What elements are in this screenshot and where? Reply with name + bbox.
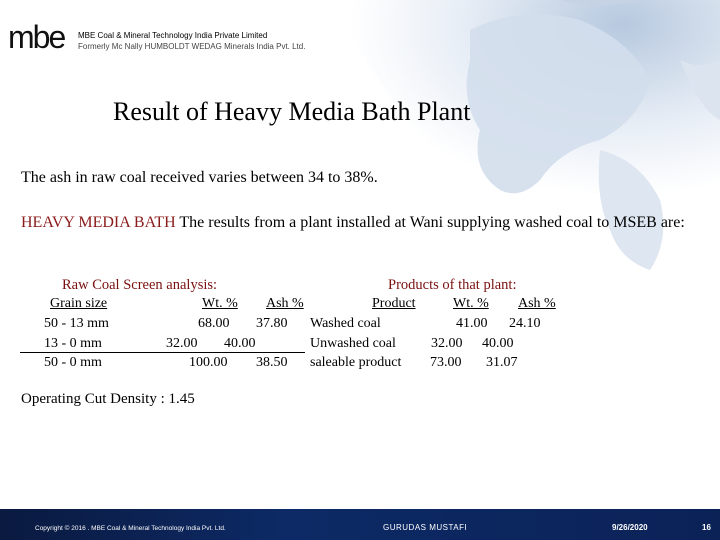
company-former-name: Formerly Mc Nally HUMBOLDT WEDAG Minerals India Pvt. Ltd. bbox=[78, 42, 306, 51]
copyright-text: Copyright © 2016 . MBE Coal & Mineral Technology India Pvt. Ltd. bbox=[35, 525, 226, 532]
left-row-3-wt: 100.00 bbox=[189, 355, 228, 370]
heavy-media-bath-label: HEAVY MEDIA BATH bbox=[21, 214, 176, 231]
plant-statement bbox=[21, 212, 701, 233]
cut-density: Operating Cut Density : 1.45 bbox=[21, 391, 195, 407]
left-row-3-grain: 50 - 0 mm bbox=[44, 355, 102, 370]
table-divider bbox=[20, 352, 305, 353]
left-row-2-wt: 32.00 bbox=[166, 336, 198, 351]
logo-mark bbox=[8, 20, 72, 56]
ash-statement: The ash in raw coal received varies between 34 to 38%. bbox=[21, 169, 378, 186]
page-number: 16 bbox=[702, 523, 711, 532]
right-row-2-ash: 40.00 bbox=[482, 336, 514, 351]
left-row-1-ash: 37.80 bbox=[256, 316, 288, 331]
plant-statement-text: The results from a plant installed at Wani supplying washed coal to MSEB are: bbox=[175, 214, 685, 231]
right-row-2-wt: 32.00 bbox=[431, 336, 463, 351]
left-row-1-wt: 68.00 bbox=[198, 316, 230, 331]
right-row-1-wt: 41.00 bbox=[456, 316, 488, 331]
slide-date: 9/26/2020 bbox=[612, 523, 648, 532]
left-row-2-ash: 40.00 bbox=[224, 336, 256, 351]
right-row-3-product: saleable product bbox=[310, 355, 402, 370]
author-name: GURUDAS MUSTAFI bbox=[383, 523, 468, 532]
col-left-wt: Wt. % bbox=[202, 296, 238, 311]
left-row-2-grain: 13 - 0 mm bbox=[44, 336, 102, 351]
right-row-3-wt: 73.00 bbox=[430, 355, 462, 370]
col-right-ash: Ash % bbox=[518, 296, 556, 311]
left-row-3-ash: 38.50 bbox=[256, 355, 288, 370]
slide-footer bbox=[0, 509, 720, 540]
left-row-1-grain: 50 - 13 mm bbox=[44, 316, 109, 331]
company-logo bbox=[8, 20, 72, 56]
company-name: MBE Coal & Mineral Technology India Private Limited bbox=[78, 31, 268, 40]
col-right-wt: Wt. % bbox=[453, 296, 489, 311]
right-row-1-product: Washed coal bbox=[310, 316, 381, 331]
company-info bbox=[78, 30, 305, 52]
raw-coal-heading: Raw Coal Screen analysis: bbox=[62, 277, 218, 293]
slide-title: Result of Heavy Media Bath Plant bbox=[113, 97, 471, 126]
logo-text: mbe bbox=[8, 20, 65, 55]
right-row-2-product: Unwashed coal bbox=[310, 336, 396, 351]
col-product: Product bbox=[372, 296, 416, 311]
right-row-3-ash: 31.07 bbox=[486, 355, 518, 370]
col-grain-size: Grain size bbox=[50, 296, 108, 311]
right-row-1-ash: 24.10 bbox=[509, 316, 541, 331]
products-heading: Products of that plant: bbox=[388, 277, 517, 293]
col-left-ash: Ash % bbox=[266, 296, 304, 311]
